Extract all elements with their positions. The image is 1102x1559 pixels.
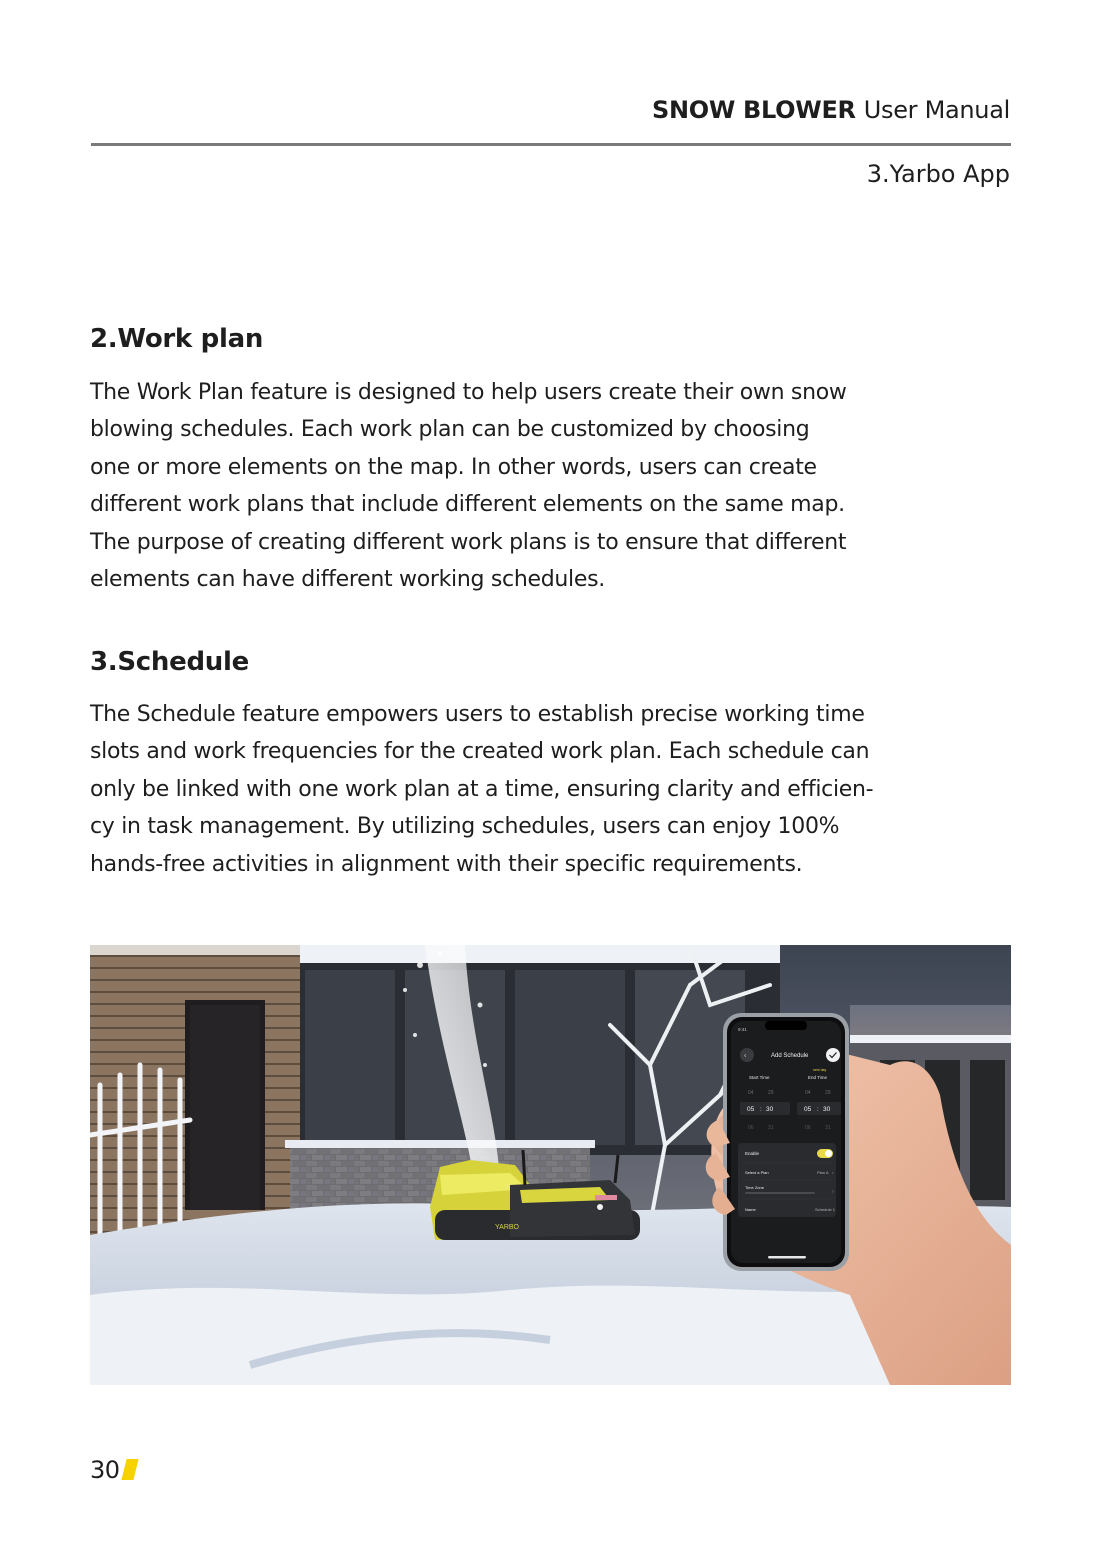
chevron-left-icon: ‹ — [744, 1052, 747, 1060]
phone-end-min-prev: 29 — [825, 1090, 831, 1096]
schedule-line: only be linked with one work plan at a time, ensuring clarity and efficien- — [90, 776, 874, 802]
phone-end-hour-next: 06 — [805, 1125, 811, 1131]
svg-text::: : — [817, 1107, 819, 1113]
document-type: User Manual — [863, 96, 1010, 124]
phone-end-min-next: 31 — [825, 1125, 831, 1131]
phone-next-day-label: next day — [813, 1068, 827, 1072]
phone-name-label: Name — [745, 1207, 756, 1212]
chevron-right-icon: › — [832, 1170, 834, 1177]
work-plan-line: one or more elements on the map. In other words, users can create — [90, 454, 817, 480]
chevron-right-icon: › — [832, 1189, 834, 1195]
phone-select-plan-label: Select a Plan — [745, 1170, 769, 1175]
work-plan-line: The Work Plan feature is designed to help users create their own snow — [90, 380, 847, 405]
phone-time-zone-label: Time Zone — [745, 1185, 764, 1190]
work-plan-line: different work plans that include different elements on the same map. — [90, 492, 845, 518]
phone-back-button[interactable] — [740, 1048, 754, 1062]
phone-confirm-button[interactable] — [826, 1048, 840, 1062]
schedule-line: cy in task management. By utilizing schedules, users can enjoy 100% — [90, 814, 840, 840]
header-divider — [91, 143, 1011, 146]
phone-end-hour-prev: 04 — [805, 1090, 811, 1096]
phone-start-min-prev: 29 — [768, 1090, 774, 1096]
schedule-line: The Schedule feature empowers users to establish precise working time — [90, 702, 865, 727]
phone-enable-label: Enable — [745, 1151, 760, 1156]
work-plan-heading: 2.Work plan — [90, 324, 264, 354]
work-plan-line: blowing schedules. Each work plan can be customized by choosing — [90, 417, 810, 443]
schedule-paragraph — [90, 696, 1020, 883]
product-name: SNOW BLOWER — [651, 96, 856, 124]
page-accent-mark — [121, 1459, 138, 1480]
phone-name-value: Schedule 1 — [815, 1207, 836, 1212]
phone-home-indicator — [768, 1256, 806, 1259]
work-plan-line: elements can have different working schedules. — [90, 567, 605, 593]
document-header-title — [652, 96, 1010, 124]
schedule-line: hands-free activities in alignment with their specific requirements. — [90, 851, 803, 877]
phone-end-time-label: End Time — [808, 1075, 828, 1080]
page-number: 30 — [90, 1456, 120, 1484]
phone-select-plan-value: Plan A — [817, 1170, 829, 1175]
phone-end-min: 30 — [823, 1106, 831, 1113]
phone-start-hour: 05 — [747, 1106, 755, 1113]
svg-text::: : — [760, 1107, 762, 1113]
phone-start-time-label: Start Time — [749, 1075, 770, 1080]
phone-start-min: 30 — [766, 1106, 774, 1113]
section-label: 3.Yarbo App — [866, 160, 1010, 188]
phone-start-min-next: 31 — [768, 1125, 774, 1131]
schedule-line: slots and work frequencies for the created work plan. Each schedule can — [90, 739, 870, 765]
phone-status-time: 9:41 — [738, 1027, 747, 1032]
phone-screen-title: Add Schedule — [771, 1053, 809, 1059]
hero-illustration — [90, 945, 1011, 1385]
phone-end-hour: 05 — [804, 1106, 812, 1113]
phone-start-hour-prev: 04 — [748, 1090, 754, 1096]
schedule-heading: 3.Schedule — [90, 647, 249, 677]
phone-start-hour-next: 06 — [748, 1125, 754, 1131]
robot-brand-label: YARBO — [495, 1224, 519, 1231]
work-plan-line: The purpose of creating different work plans is to ensure that different — [90, 529, 847, 555]
work-plan-paragraph — [90, 374, 1020, 598]
